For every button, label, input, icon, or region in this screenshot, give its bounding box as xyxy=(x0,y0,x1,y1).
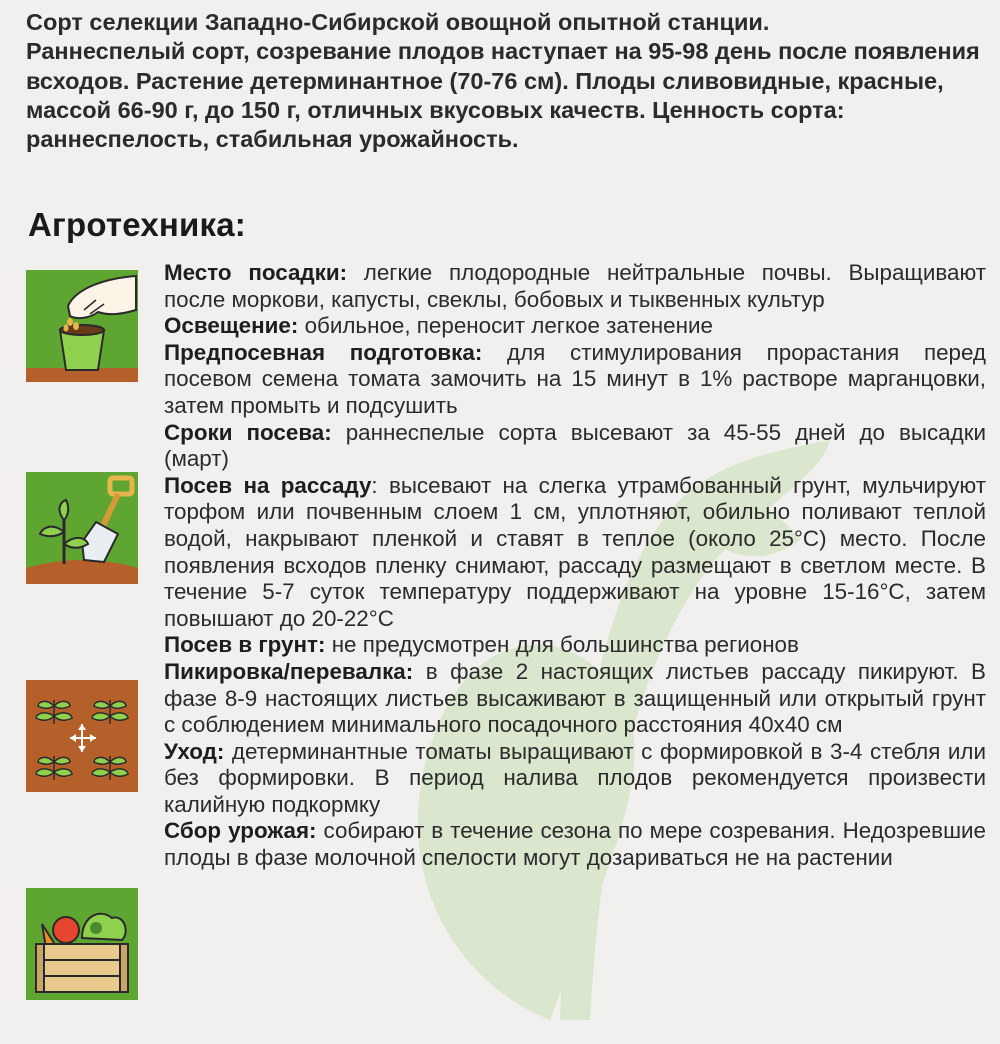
section-open-ground xyxy=(164,632,986,659)
intro-text xyxy=(26,8,986,154)
section-harvest xyxy=(164,818,986,871)
section-heading: Агротехника: xyxy=(28,206,246,243)
section-label: Посев в грунт: xyxy=(164,632,326,658)
section-label: Сроки посева: xyxy=(164,419,332,445)
section-seedlings xyxy=(164,473,986,633)
section-label: Посев на рассаду xyxy=(164,472,372,498)
intro-body: Раннеспелый сорт, созревание плодов наступает на 95-98 день после появления всходов. Растение детерминантное (70-76 см). Плоды сливовидные, красные, массой 66-90 г, до 150 г, отличных вкусовых качеств. Ценность сорта: раннеспелость, стабильная урожайность. xyxy=(26,38,980,153)
section-label: Уход: xyxy=(164,738,225,764)
intro-line1: Сорт селекции Западно-Сибирской овощной опытной станции. xyxy=(26,9,770,35)
section-text: для стимулирования прорастания перед посевом семена томата замочить на 15 минут в 1% растворе марганцовки, затем промыть и подсушить xyxy=(164,339,986,418)
section-label: Место посадки: xyxy=(164,260,348,285)
section-label: Сбор урожая: xyxy=(164,818,317,844)
section-text: раннеспелые сорта высевают за 45-55 дней до высадки (март) xyxy=(164,419,987,472)
shovel-sprout-icon xyxy=(26,472,138,584)
section-care xyxy=(164,739,986,819)
planting-spacing-icon xyxy=(26,680,138,792)
section-presowing xyxy=(164,340,986,420)
section-label: Пикировка/перевалка: xyxy=(164,658,414,684)
harvest-crate-icon xyxy=(26,888,138,1000)
section-text: легкие плодородные нейтральные почвы. Выращивают после моркови, капусты, свеклы, бобовых и тыквенных культур xyxy=(164,260,987,312)
section-text: не предусмотрен для большинства регионов xyxy=(325,632,799,658)
section-label: Предпосевная подготовка: xyxy=(164,339,483,365)
section-text: собирают в течение сезона по мере созревания. Недозревшие плоды в фазе молочной спелости могут дозариваться не на растении xyxy=(164,818,987,871)
section-text: детерминантные томаты выращивают с формировкой в 3-4 стебля или без формировки. В период налива плодов рекомендуется произвести калийную подкормку xyxy=(164,738,986,817)
section-text: в фазе 2 настоящих листьев рассаду пикируют. В фазе 8-9 настоящих листьев высаживают в защищенный или открытый грунт с соблюдением минимального посадочного расстояния 40x40 см xyxy=(164,658,986,738)
section-pricking xyxy=(164,659,986,739)
section-label: Освещение: xyxy=(164,313,299,339)
section-sowing-time xyxy=(164,420,986,473)
section-text: : высевают на слегка утрамбованный грунт, мульчируют торфом или почвенным слоем 1 см, уплотняют, обильно поливают теплой водой, накрывают пленкой и ставят в теплое (около 25°C) место. После появления всходов пленку снимают, рассаду размещают в светлом месте. В течение 5-7 суток температуру поддерживают на уровне 15-16°C, затем повышают до 20-22°C xyxy=(164,472,986,631)
section-text: обильное, переносит легкое затенение xyxy=(298,313,713,339)
section-lighting xyxy=(164,313,986,340)
agrotech-text xyxy=(164,260,986,872)
section-planting-site xyxy=(164,260,986,313)
hand-sowing-icon xyxy=(26,270,138,382)
